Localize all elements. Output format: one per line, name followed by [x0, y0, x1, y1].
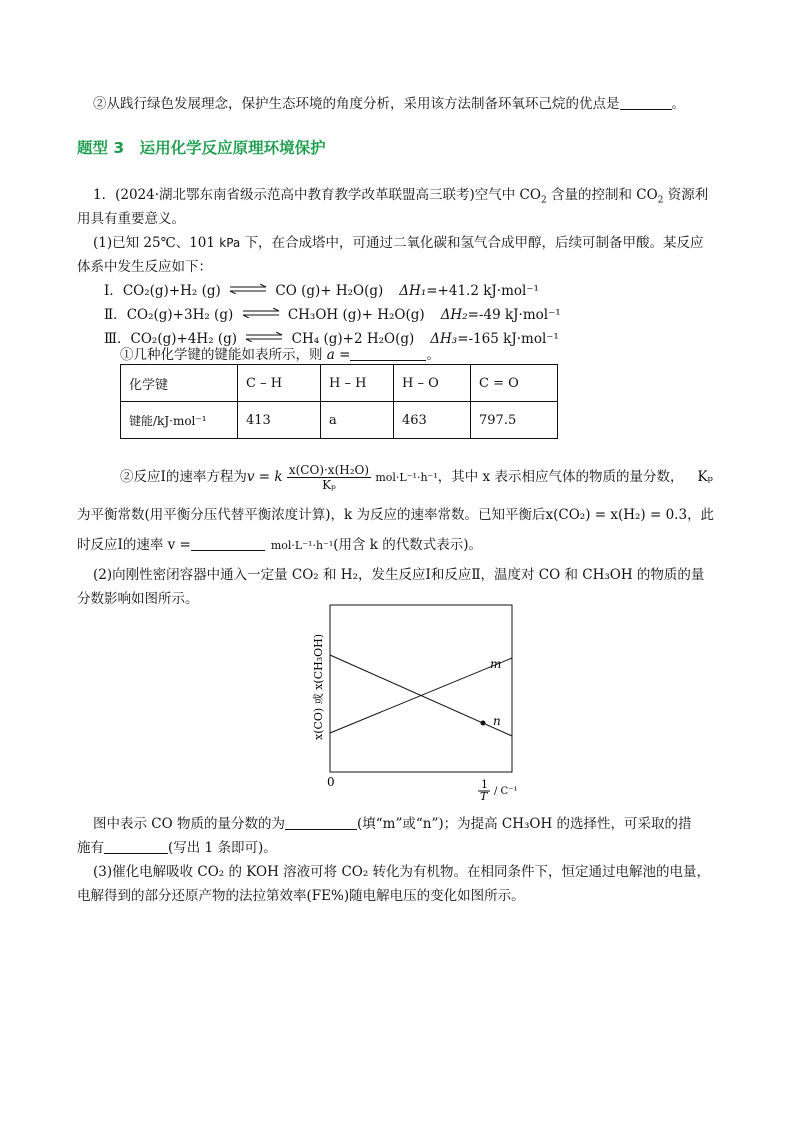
table-row: 键能/kJ·mol⁻¹ 413 a 463 797.5	[121, 402, 558, 439]
rate-fraction: $\frac{\text{x(CO)·x(H₂O)}}{\text{Kₚ}}$	[288, 463, 370, 492]
question-intro: 1．(2024·湖北鄂东南省级示范高中教育教学改革联盟高三联考)空气中 $CO_2$ 含量的控制和 $CO_2$ 资源利	[93, 187, 709, 206]
equilibrium-arrow-icon	[229, 284, 267, 294]
answer-blank[interactable]	[620, 95, 672, 110]
mole-fraction-figure	[300, 600, 540, 800]
subquestion-1: ①几种化学键的键能如表所示，则 a = 。	[120, 347, 440, 363]
part1-line2: 体系中发生反应如下：	[77, 259, 212, 275]
subquestion-2-line3: 时反应Ⅰ的速率 v = mol·L⁻¹·h⁻¹(用含 k 的代数式表示)。	[77, 537, 483, 553]
answer-blank[interactable]	[285, 815, 357, 830]
label-n: n	[493, 714, 501, 728]
subquestion-2-line1: ②反应Ⅰ的速率方程为v = k $\frac{\text{x(CO)·x(H₂O)}}{\text{Kₚ}}$ mol·L⁻¹·h⁻¹，其中 x 表示相应气体的物质的量分数， Kₚ	[120, 463, 713, 492]
part2-line2: 分数影响如图所示。	[77, 591, 199, 607]
after-figure-line1: 图中表示 CO 物质的量分数的为 (填“m”或“n”)；为提高 CH₃OH 的选择性，可采取的措	[93, 816, 692, 832]
equilibrium-arrow-icon	[245, 332, 283, 342]
reaction-3: Ⅲ．CO₂(g)+4H₂ (g) CH₄ (g)+2 H₂O(g) ΔH₃=-165 kJ·mol⁻¹	[104, 331, 559, 347]
subquestion-2-line2: 为平衡常数(用平衡分压代替平衡浓度计算)，k 为反应的速率常数。已知平衡后x(CO₂) = x(H₂) = 0.3，此	[77, 507, 715, 523]
after-figure-line2: 施有 (写出 1 条即可)。	[77, 840, 277, 856]
x-axis-label-num: 1	[481, 778, 488, 791]
origin-label: 0	[327, 775, 335, 789]
answer-blank[interactable]	[104, 839, 168, 854]
x-axis-label-den: T	[480, 790, 488, 800]
part1-line1: (1)已知 25℃、101 kPa 下，在合成塔中，可通过二氧化碳和氢气合成甲醇，后续可制备甲酸。某反应	[93, 235, 704, 251]
answer-blank[interactable]	[191, 536, 265, 551]
x-axis-unit: / C⁻¹	[494, 786, 518, 797]
table-row: 化学键 C – H H – H H – O C = O	[121, 365, 558, 402]
plot-frame	[330, 605, 512, 772]
equilibrium-arrow-icon	[242, 308, 280, 318]
question-intro-line2: 用具有重要意义。	[77, 211, 185, 227]
section-title: 题型 3 运用化学反应原理环境保护	[77, 139, 326, 157]
part3-line1: (3)催化电解吸收 CO₂ 的 KOH 溶液可将 CO₂ 转化为有机物。在相同条件下，恒定通过电解池的电量，	[93, 864, 711, 880]
part2-line1: (2)向刚性密闭容器中通入一定量 CO₂ 和 H₂，发生反应Ⅰ和反应Ⅱ，温度对 CO 和 CH₃OH 的物质的量	[93, 567, 705, 583]
bond-energy-table	[120, 364, 558, 439]
label-m: m	[490, 657, 502, 671]
point-n	[481, 721, 486, 726]
answer-blank[interactable]	[350, 346, 426, 361]
reaction-2: Ⅱ．CO₂(g)+3H₂ (g) CH₃OH (g)+ H₂O(g) ΔH₂=-49 kJ·mol⁻¹	[104, 307, 561, 323]
y-axis-label: x(CO) 或 x(CH₃OH)	[312, 633, 325, 740]
reaction-1: Ⅰ．CO₂(g)+H₂ (g) CO (g)+ H₂O(g) ΔH₁=+41.2 kJ·mol⁻¹	[104, 283, 539, 299]
previous-question-line: ②从践行绿色发展理念，保护生态环境的角度分析，采用该方法制备环氧环己烷的优点是 。	[93, 96, 685, 112]
part3-line2: 电解得到的部分还原产物的法拉第效率(FE%)随电解电压的变化如图所示。	[77, 888, 525, 904]
